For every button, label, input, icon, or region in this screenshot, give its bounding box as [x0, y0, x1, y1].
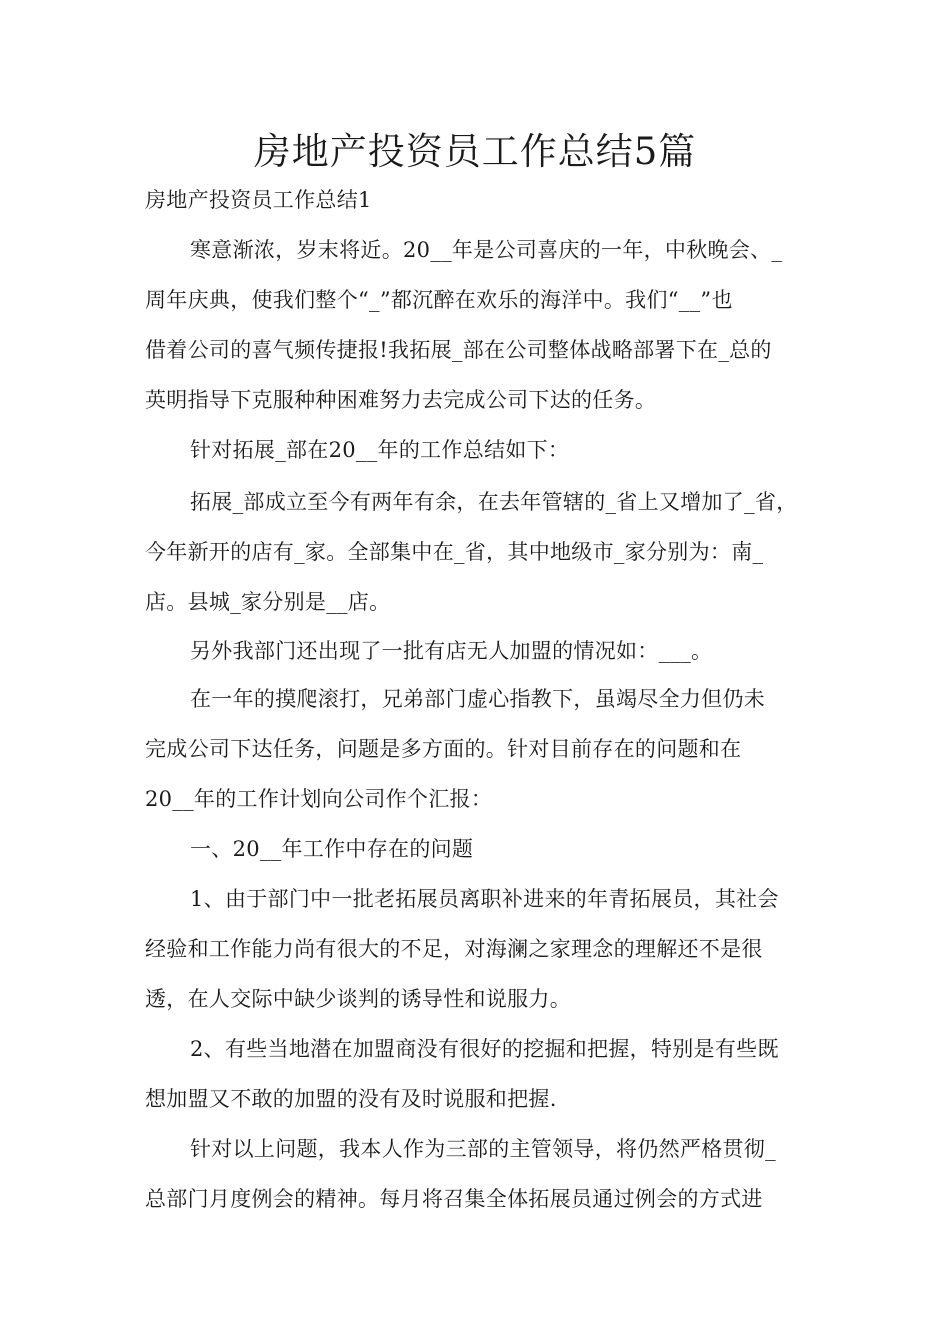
paragraph-line: 另外我部门还出现了一批有店无人加盟的情况如：___。: [190, 639, 713, 663]
paragraph-line: 针对以上问题，我本人作为三部的主管领导，将仍然严格贯彻_: [190, 1137, 776, 1161]
paragraph-line: 英明指导下克服种种困难努力去完成公司下达的任务。: [145, 388, 657, 412]
paragraph-line: 2、有些当地潜在加盟商没有很好的挖掘和把握，特别是有些既: [190, 1037, 779, 1061]
paragraph-line: 经验和工作能力尚有很大的不足，对海澜之家理念的理解还不是很: [145, 937, 763, 961]
paragraph-line: 20__年的工作计划向公司作个汇报：: [145, 787, 493, 811]
paragraph-line: 今年新开的店有_家。全部集中在_省，其中地级市_家分别为：南_: [145, 540, 764, 564]
section-heading: 房地产投资员工作总结1: [145, 188, 372, 212]
paragraph-line: 店。县城_家分别是__店。: [145, 590, 391, 614]
paragraph-line: 针对拓展_部在20__年的工作总结如下：: [190, 438, 570, 462]
paragraph-line: 寒意渐浓，岁末将近。20__年是公司喜庆的一年，中秋晚会、_: [190, 238, 783, 262]
paragraph-line: 周年庆典，使我们整个“_”都沉醉在欢乐的海洋中。我们“__”也: [145, 288, 733, 312]
paragraph-line: 完成公司下达任务，问题是多方面的。针对目前存在的问题和在: [145, 737, 742, 761]
paragraph-line: 1、由于部门中一批老拓展员离职补进来的年青拓展员，其社会: [190, 887, 779, 911]
paragraph-line: 透，在人交际中缺少谈判的诱导性和说服力。: [145, 987, 571, 1011]
subheading-line: 一、20__年工作中存在的问题: [190, 837, 474, 861]
document-title: 房地产投资员工作总结5篇: [253, 130, 697, 173]
paragraph-line: 拓展_部成立至今有两年有余，在去年管辖的_省上又增加了_省，: [190, 490, 798, 514]
paragraph-line: 借着公司的喜气频传捷报!我拓展_部在公司整体战略部署下在_总的: [145, 338, 772, 362]
paragraph-line: 在一年的摸爬滚打，兄弟部门虚心指教下，虽竭尽全力但仍未: [190, 687, 766, 711]
paragraph-line: 想加盟又不敢的加盟的没有及时说服和把握.: [145, 1087, 557, 1111]
paragraph-line: 总部门月度例会的精神。每月将召集全体拓展员通过例会的方式进: [145, 1187, 763, 1211]
